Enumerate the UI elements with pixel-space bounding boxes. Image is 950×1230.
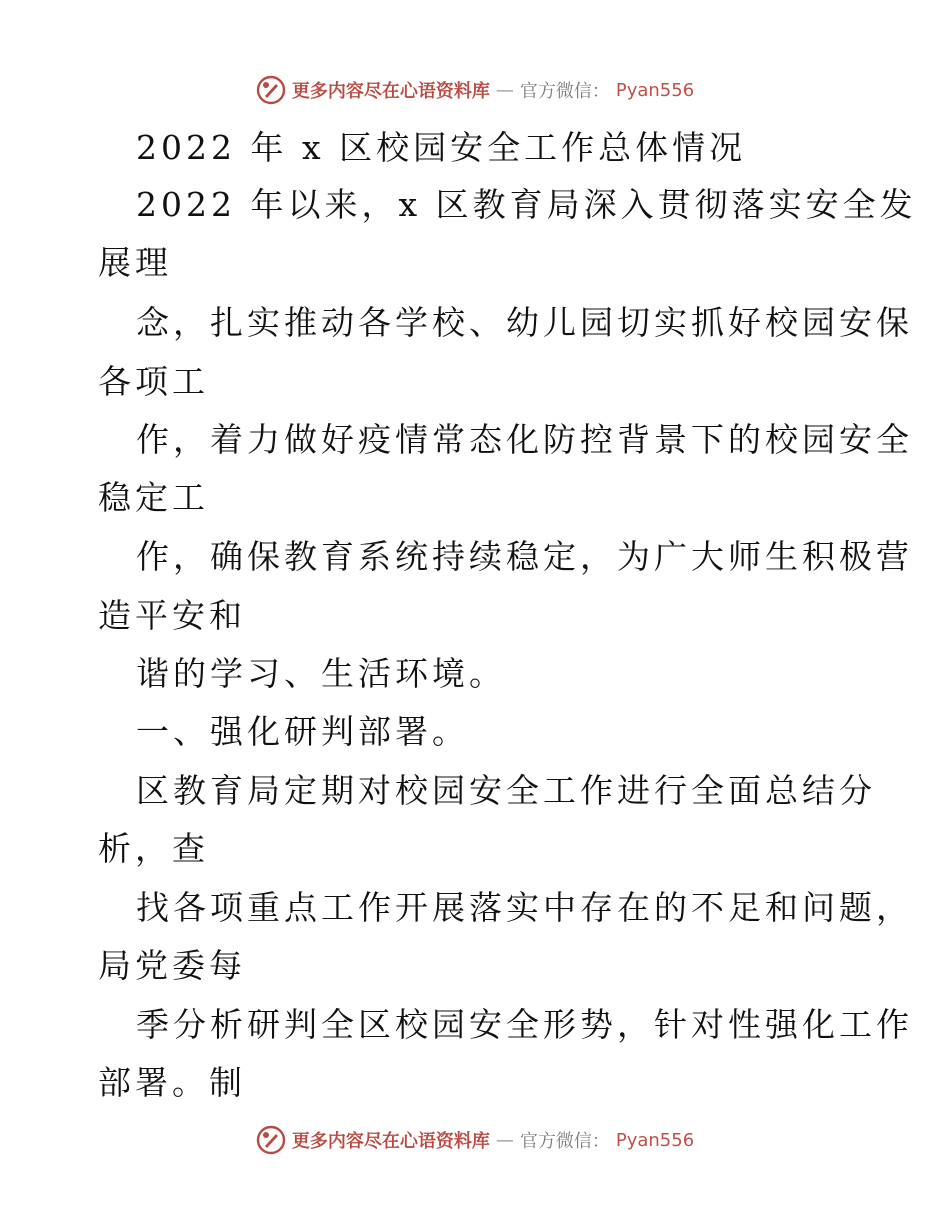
- watermark-wechat-id: Pyan556: [615, 79, 695, 101]
- paragraph-line: 季分析研判全区校园安全形势，针对性强化工作: [136, 1005, 913, 1044]
- paragraph-line: 2022 年以来，x 区教育局深入贯彻落实安全发: [136, 185, 917, 224]
- paragraph-line: 造平安和: [98, 596, 246, 635]
- watermark-text: 更多内容尽在心语资料库: [291, 81, 490, 102]
- paragraph-line: 念，扎实推动各学校、幼儿园切实抓好校园安保: [136, 303, 913, 342]
- paragraph-line: 谐的学习、生活环境。: [136, 654, 506, 693]
- paragraph-line: 局党委每: [98, 946, 246, 985]
- paragraph-line: 作，确保教育系统持续稳定，为广大师生积极营: [136, 537, 913, 576]
- watermark-wechat-id: Pyan556: [615, 1129, 695, 1151]
- paragraph-line: 找各项重点工作开展落实中存在的不足和问题，: [136, 888, 913, 927]
- paragraph-line: 部署。制: [98, 1063, 246, 1102]
- paragraph-line: 析，查: [98, 829, 209, 868]
- pen-logo-icon: [256, 1125, 286, 1155]
- footer-watermark: [0, 1120, 950, 1160]
- section-heading: 一、强化研判部署。: [136, 712, 469, 751]
- watermark-text: 更多内容尽在心语资料库: [291, 1131, 490, 1152]
- watermark-dash: —: [495, 79, 514, 101]
- paragraph-line: 稳定工: [98, 478, 209, 517]
- watermark-wechat-label: 官方微信：: [519, 1131, 610, 1152]
- paragraph-line: 展理: [98, 243, 172, 282]
- document-title: 2022 年 x 区校园安全工作总体情况: [136, 128, 747, 167]
- paragraph-line: 各项工: [98, 362, 209, 401]
- header-watermark: [0, 70, 950, 110]
- pen-logo-icon: [256, 75, 286, 105]
- paragraph-line: 作，着力做好疫情常态化防控背景下的校园安全: [136, 420, 913, 459]
- paragraph-line: 区教育局定期对校园安全工作进行全面总结分: [136, 771, 876, 810]
- watermark-wechat-label: 官方微信：: [519, 81, 610, 102]
- watermark-dash: —: [495, 1129, 514, 1151]
